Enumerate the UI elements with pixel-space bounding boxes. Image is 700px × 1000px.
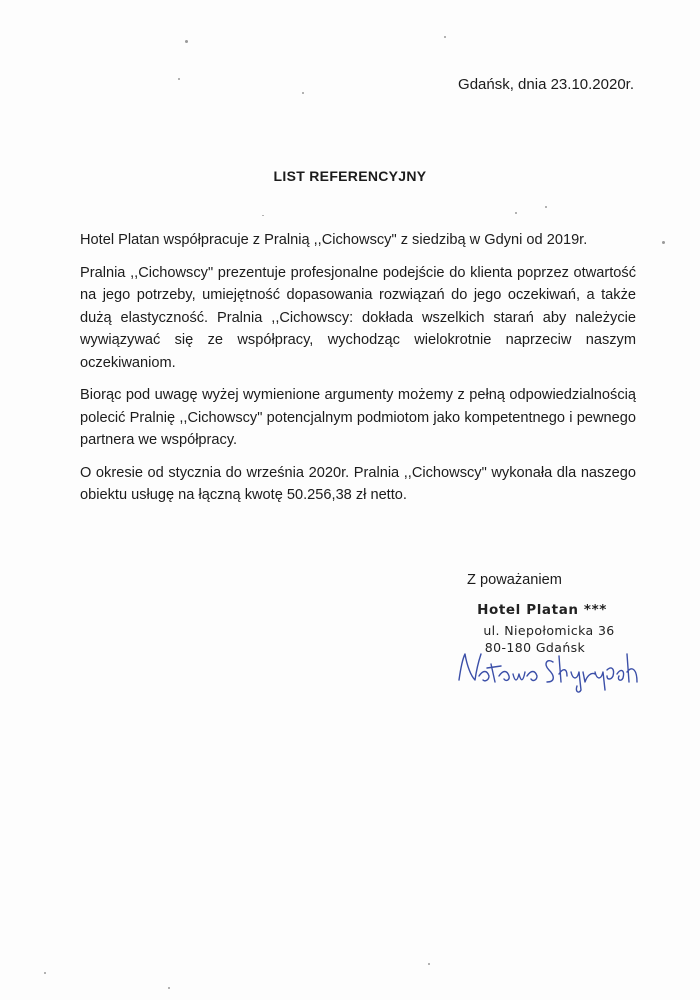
handwritten-signature xyxy=(455,636,645,696)
scan-speck xyxy=(428,963,430,965)
paragraph-2: Pralnia ,,Cichowscy" prezentuje profesjonalne podejście do klienta poprzez otwartość na jego potrzeby, umiejętność dopasowania rozwiązań do jego oczekiwań, a także dużą elastyczność. Pralnia ,,Cichowscy: dokłada wszelkich starań aby należycie wywiązywać się ze współpracy, wychodząc wielokrotnie naprzeciw naszym oczekiwaniom. xyxy=(80,264,636,371)
document-title: LIST REFERENCYJNY xyxy=(273,168,427,184)
scan-speck xyxy=(302,92,304,94)
place-date: Gdańsk, dnia 23.10.2020r. xyxy=(458,76,634,93)
scan-speck xyxy=(168,987,170,989)
signature-stroke-first xyxy=(459,654,537,682)
paragraph-1: Hotel Platan współpracuje z Pralnią ,,Cichowscy" z siedzibą w Gdyni od 2019r. xyxy=(80,232,588,248)
scan-speck xyxy=(545,206,547,208)
closing-salutation: Z poważaniem xyxy=(467,572,562,588)
scan-speck xyxy=(662,241,665,244)
scan-speck xyxy=(44,972,46,974)
paragraph-4: O okresie od stycznia do września 2020r. Pralnia ,,Cichowscy" wykonała dla naszego obiektu usługę na łączną kwotę 50.256,38 zł netto. xyxy=(80,464,636,503)
stamp-street: ul. Niepołomicka 36 xyxy=(483,623,615,638)
signature-stroke-second xyxy=(546,654,637,692)
scan-speck xyxy=(178,78,180,80)
stamp-city: 80-180 Gdańsk xyxy=(484,640,586,655)
scan-speck xyxy=(185,40,188,43)
scan-speck xyxy=(262,215,264,216)
scan-speck xyxy=(515,212,517,214)
letter-body xyxy=(80,229,636,517)
paragraph-3: Biorąc pod uwagę wyżej wymienione argumenty możemy z pełną odpowiedzialnością polecić Pralnię ,,Cichowscy" potencjalnym podmiotom jako kompetentnego i pewnego partnera we współpracy. xyxy=(80,387,636,448)
stamp-company-name: Hotel Platan *** xyxy=(477,602,607,618)
scan-speck xyxy=(444,36,446,38)
